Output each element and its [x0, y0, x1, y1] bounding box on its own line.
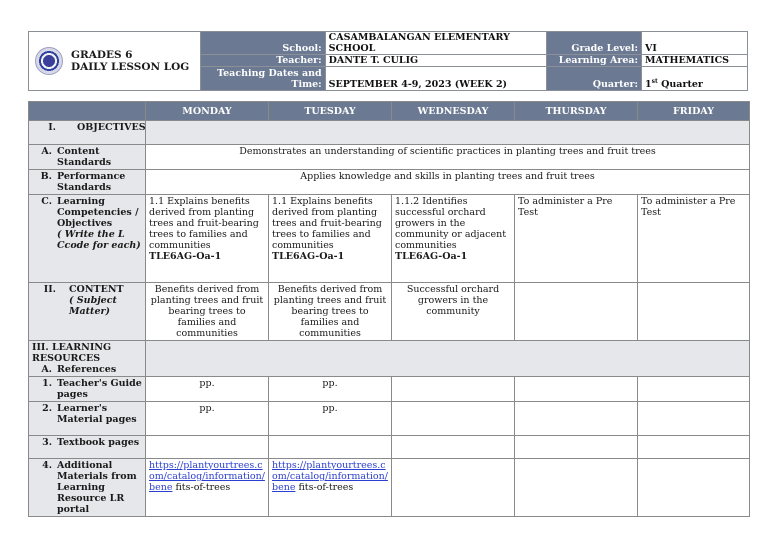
learners-material-thursday: [515, 402, 638, 436]
content-standards-value: Demonstrates an understanding of scientific practices in planting trees and fruit trees: [146, 145, 750, 170]
content-monday: Benefits derived from planting trees and fruit bearing trees to families and communities: [146, 283, 269, 341]
quarter-value: [642, 67, 748, 91]
teachers-guide-wednesday: [392, 377, 515, 402]
competencies-num: C.: [41, 196, 52, 207]
additional-materials-row: [29, 459, 750, 517]
learning-area-label: Learning Area:: [547, 55, 642, 67]
references-num: A.: [41, 364, 52, 375]
header-title-cell: [29, 32, 201, 91]
header-grade-title: GRADES 6: [71, 49, 133, 61]
tuesday-resource-suffix: fits-of-trees: [295, 482, 354, 493]
competencies-label: [29, 195, 146, 283]
header-log-title: DAILY LESSON LOG: [71, 61, 190, 73]
col-wednesday: WEDNESDAY: [392, 102, 515, 121]
objectives-text: OBJECTIVES: [77, 122, 146, 133]
learners-material-label: [29, 402, 146, 436]
lesson-log-header: [28, 31, 748, 91]
deped-seal-icon: [35, 47, 63, 75]
grade-level-value: VI: [642, 32, 748, 55]
references-text: References: [57, 364, 117, 375]
textbook-monday: [146, 436, 269, 459]
content-note: ( Subject Matter): [69, 295, 117, 317]
content-standards-num: A.: [41, 146, 52, 157]
competencies-friday: To administer a Pre Test: [638, 195, 750, 283]
content-thursday: [515, 283, 638, 341]
monday-resource-suffix: fits-of-trees: [172, 482, 231, 493]
performance-standards-row: [29, 170, 750, 195]
grade-level-label: Grade Level:: [547, 32, 642, 55]
content-standards-text: Content Standards: [57, 146, 112, 168]
competencies-wednesday-text: 1.1.2 Identifies successful orchard growers in the community or adjacent communities: [395, 196, 507, 251]
teachers-guide-text: Teacher's Guide pages: [57, 378, 142, 400]
content-row: [29, 283, 750, 341]
content-num: II.: [43, 284, 56, 295]
performance-standards-num: B.: [40, 171, 52, 182]
competencies-text: Learning Competencies / Objectives: [57, 196, 139, 229]
teachers-guide-label: [29, 377, 146, 402]
learners-material-friday: [638, 402, 750, 436]
additional-materials-text: Additional Materials from Learning Resource LR portal: [57, 460, 137, 515]
monday-resource-link[interactable]: https://plantyourtrees.com/catalog/information/bene: [149, 460, 265, 493]
quarter-text: Quarter: [657, 79, 703, 90]
learning-resources-row: [29, 341, 750, 377]
teacher-value: DANTE T. CULIG: [325, 55, 547, 67]
quarter-number: 1: [645, 79, 652, 90]
learners-material-tuesday: pp.: [269, 402, 392, 436]
school-label: School:: [200, 32, 325, 55]
performance-standards-value: Applies knowledge and skills in planting trees and fruit trees: [146, 170, 750, 195]
performance-standards-label: [29, 170, 146, 195]
competencies-row: [29, 195, 750, 283]
learners-material-text: Learner's Material pages: [57, 403, 137, 425]
competencies-monday-text: 1.1 Explains benefits derived from planting trees and fruit-bearing trees to families and communities: [149, 196, 259, 251]
textbook-thursday: [515, 436, 638, 459]
additional-materials-num: 4.: [42, 460, 52, 471]
competencies-note: ( Write the L Ccode for each): [57, 229, 141, 251]
learning-area-value: MATHEMATICS: [642, 55, 748, 67]
teachers-guide-monday: pp.: [146, 377, 269, 402]
teaching-dates-label-line2: Time:: [291, 79, 322, 90]
additional-materials-label: [29, 459, 146, 517]
teachers-guide-num: 1.: [42, 378, 52, 389]
learners-material-monday: pp.: [146, 402, 269, 436]
textbook-row: [29, 436, 750, 459]
tuesday-resource-link[interactable]: https://plantyourtrees.com/catalog/information/bene: [272, 460, 388, 493]
daily-lesson-log-table: [28, 101, 750, 517]
content-tuesday: Benefits derived from planting trees and fruit bearing trees to families and communities: [269, 283, 392, 341]
content-wednesday: Successful orchard growers in the community: [392, 283, 515, 341]
competencies-thursday: To administer a Pre Test: [515, 195, 638, 283]
competencies-tuesday: [269, 195, 392, 283]
teachers-guide-row: [29, 377, 750, 402]
additional-materials-monday: [146, 459, 269, 517]
textbook-text: Textbook pages: [57, 437, 140, 448]
competencies-wednesday-code: TLE6AG-Oa-1: [395, 251, 468, 262]
textbook-friday: [638, 436, 750, 459]
teachers-guide-thursday: [515, 377, 638, 402]
school-value: CASAMBALANGAN ELEMENTARY SCHOOL: [325, 32, 547, 55]
learners-material-num: 2.: [42, 403, 52, 414]
col-tuesday: TUESDAY: [269, 102, 392, 121]
objectives-label: [29, 121, 146, 145]
learning-resources-num: III.: [32, 342, 49, 353]
content-standards-row: [29, 145, 750, 170]
teaching-dates-value: SEPTEMBER 4-9, 2023 (WEEK 2): [325, 67, 547, 91]
competencies-wednesday: [392, 195, 515, 283]
content-text: CONTENT: [69, 284, 124, 295]
teacher-label: Teacher:: [200, 55, 325, 67]
performance-standards-text: Performance Standards: [57, 171, 126, 193]
competencies-monday: [146, 195, 269, 283]
day-header-row: [29, 102, 750, 121]
objectives-row: [29, 121, 750, 145]
col-monday: MONDAY: [146, 102, 269, 121]
learning-resources-label: [29, 341, 146, 377]
additional-materials-friday: [638, 459, 750, 517]
teachers-guide-tuesday: pp.: [269, 377, 392, 402]
content-label: [29, 283, 146, 341]
corner-header: [29, 102, 146, 121]
learning-resources-span: [146, 341, 750, 377]
textbook-wednesday: [392, 436, 515, 459]
learners-material-row: [29, 402, 750, 436]
content-standards-label: [29, 145, 146, 170]
teachers-guide-friday: [638, 377, 750, 402]
teaching-dates-label-line1: Teaching Dates and: [217, 68, 322, 79]
quarter-label: Quarter:: [547, 67, 642, 91]
learning-resources-text: LEARNING RESOURCES: [32, 342, 112, 364]
objectives-num: I.: [48, 122, 56, 133]
competencies-tuesday-text: 1.1 Explains benefits derived from planting trees and fruit-bearing trees to families and communities: [272, 196, 382, 251]
content-friday: [638, 283, 750, 341]
col-thursday: THURSDAY: [515, 102, 638, 121]
textbook-num: 3.: [42, 437, 52, 448]
textbook-tuesday: [269, 436, 392, 459]
additional-materials-tuesday: [269, 459, 392, 517]
objectives-span: [146, 121, 750, 145]
teaching-dates-label: [200, 67, 325, 91]
learners-material-wednesday: [392, 402, 515, 436]
quarter-suffix: st: [651, 77, 658, 85]
additional-materials-wednesday: [392, 459, 515, 517]
additional-materials-thursday: [515, 459, 638, 517]
competencies-monday-code: TLE6AG-Oa-1: [149, 251, 222, 262]
col-friday: FRIDAY: [638, 102, 750, 121]
textbook-label: [29, 436, 146, 459]
competencies-tuesday-code: TLE6AG-Oa-1: [272, 251, 345, 262]
